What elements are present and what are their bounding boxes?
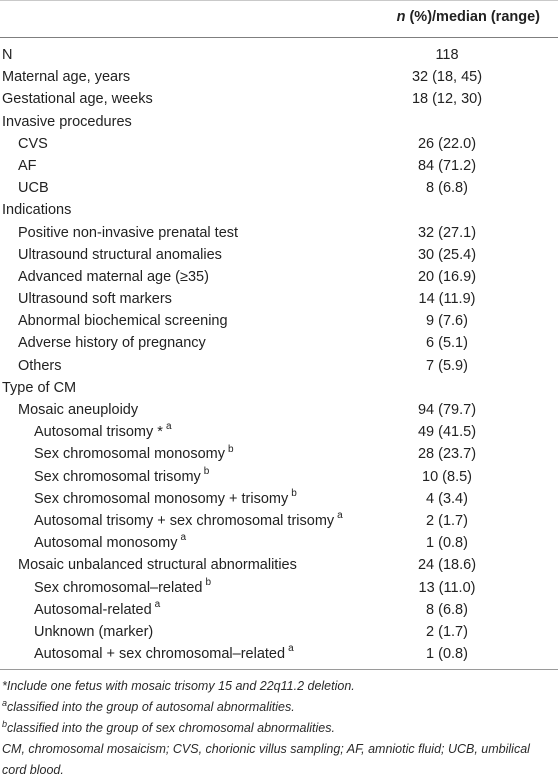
footnote (2, 676, 556, 697)
footnote-superscript: a (2, 698, 8, 709)
row-value-text: 118 (435, 47, 459, 63)
row-label (18, 244, 222, 266)
row-label-superscript: b (205, 576, 212, 588)
row-label-text: Abnormal biochemical screening (18, 313, 228, 330)
row-value-text: 2 (1.7) (426, 512, 468, 529)
table-row (0, 332, 558, 354)
table-row (0, 222, 558, 244)
row-label-text: Others (18, 357, 62, 374)
row-label-text: AF (18, 157, 37, 174)
table-row (0, 44, 558, 66)
table-row (0, 399, 558, 421)
row-value-text: 1 (0.8) (426, 646, 468, 663)
column-header-n: n (396, 9, 406, 25)
row-value-text: 10 (8.5) (422, 468, 472, 485)
table-row (0, 310, 558, 332)
row-label (34, 621, 153, 643)
row-label-text: Advanced maternal age (≥35) (18, 268, 209, 285)
row-value-text: 32 (18, 45) (411, 69, 483, 86)
table-row (0, 443, 558, 465)
row-label-text: Autosomal-related (34, 601, 152, 618)
row-value-text: 14 (11.9) (418, 291, 476, 308)
row-label-text: Ultrasound structural anomalies (18, 246, 222, 263)
table-row (0, 599, 558, 621)
row-label-superscript: b (228, 443, 234, 455)
row-value-text: 49 (41.5) (417, 424, 477, 441)
row-value-text: 20 (16.9) (417, 268, 477, 285)
row-value-text: 9 (7.6) (426, 313, 468, 330)
row-label-text: Sex chromosomal trisomy (34, 468, 201, 485)
row-label (2, 88, 153, 110)
row-label-text: Sex chromosomal monosomy + trisomy (34, 490, 289, 507)
row-label-text: Gestational age, weeks (2, 91, 153, 108)
row-label-text: Autosomal trisomy * (34, 424, 163, 441)
row-label (34, 421, 172, 443)
table-row (0, 466, 558, 488)
row-label (34, 466, 209, 488)
footnote-text: CM, chromosomal mosaicism; CVS, chorionic villus sampling; AF, amniotic fluid; UCB, umbilical cord blood. (2, 742, 530, 778)
table-row (0, 510, 558, 532)
row-label-text: Type of CM (2, 379, 77, 396)
row-label (18, 266, 209, 288)
footnote-text: classified into the group of sex chromosomal abnormalities. (7, 721, 335, 736)
row-value-text: 94 (79.7) (417, 402, 477, 418)
row-label (18, 332, 206, 354)
row-label (2, 44, 12, 66)
column-header-rest: (%)/median (range) (405, 9, 540, 25)
table-row (0, 66, 558, 88)
row-label (18, 133, 48, 155)
row-value-text: 4 (3.4) (426, 490, 468, 507)
row-value-text: 1 (0.8) (426, 535, 468, 552)
row-label (18, 177, 49, 199)
row-label-superscript: a (165, 421, 172, 433)
row-label (18, 288, 172, 310)
row-value-text: 28 (23.7) (417, 446, 477, 463)
row-label-text: N (2, 47, 13, 63)
row-label (2, 111, 132, 133)
row-label-text: Unknown (marker) (34, 623, 154, 640)
table-row (0, 177, 558, 199)
table-row (0, 244, 558, 266)
table-row (0, 554, 558, 576)
row-label-superscript: b (203, 465, 210, 477)
table-row (0, 266, 558, 288)
row-value-text: 30 (25.4) (417, 246, 477, 263)
row-label (34, 510, 343, 532)
row-label-text: Indications (2, 202, 72, 219)
table-row (0, 577, 558, 599)
row-label-superscript: a (288, 643, 294, 655)
column-header-value (397, 9, 540, 25)
row-label-superscript: a (180, 532, 187, 544)
row-label-text: Autosomal + sex chromosomal–related (34, 646, 286, 663)
table-row (0, 621, 558, 643)
row-label-superscript: a (154, 598, 161, 610)
footnote (2, 718, 556, 739)
footnote-superscript: b (2, 719, 8, 730)
row-value-text: 2 (1.7) (426, 623, 468, 640)
row-value-text: 8 (6.8) (426, 601, 468, 618)
row-value-text: 13 (11.0) (418, 579, 476, 596)
table-row (0, 88, 558, 110)
row-label-text: Autosomal monosomy (34, 535, 178, 552)
table-footnotes (0, 670, 558, 781)
row-value-text: 8 (6.8) (426, 180, 468, 197)
row-label (2, 199, 71, 221)
row-label-text: Sex chromosomal monosomy (34, 446, 225, 463)
row-label-text: Ultrasound soft markers (18, 291, 172, 308)
row-label-text: Sex chromosomal–related (34, 579, 203, 596)
row-value-text: 7 (5.9) (426, 357, 468, 374)
row-label (34, 577, 211, 599)
table-row (0, 155, 558, 177)
table-row (0, 133, 558, 155)
row-label (2, 377, 76, 399)
row-value-text: 84 (71.2) (417, 157, 477, 174)
table-row (0, 355, 558, 377)
footnote-text: *Include one fetus with mosaic trisomy 15 and 22q11.2 deletion. (2, 679, 355, 694)
row-value-text: 32 (27.1) (417, 224, 477, 241)
table-row (0, 111, 558, 133)
row-value-text: 26 (22.0) (417, 135, 477, 152)
row-label-text: UCB (18, 180, 49, 197)
row-label (34, 488, 297, 510)
row-label (18, 399, 138, 421)
row-label (2, 66, 130, 88)
row-label-text: Invasive procedures (2, 113, 132, 130)
row-label-text: Mosaic aneuploidy (18, 402, 139, 418)
footnote (2, 739, 556, 781)
row-label (34, 443, 234, 465)
footnote-text: classified into the group of autosomal abnormalities. (7, 700, 295, 715)
table-row (0, 488, 558, 510)
row-label-text: Autosomal trisomy + sex chromosomal trisomy (34, 512, 335, 529)
table-header (0, 0, 558, 38)
table-row (0, 421, 558, 443)
row-value-text: 6 (5.1) (426, 335, 468, 352)
row-label (18, 310, 228, 332)
row-label-superscript: a (337, 510, 343, 522)
row-label (34, 643, 294, 665)
row-value-text: 18 (12, 30) (411, 91, 483, 108)
table-body (0, 38, 558, 665)
table-row (0, 199, 558, 221)
row-label-text: Adverse history of pregnancy (18, 335, 206, 352)
table-row (0, 643, 558, 665)
row-value-text: 24 (18.6) (417, 557, 477, 574)
row-label (34, 599, 160, 621)
row-label-superscript: b (291, 487, 297, 499)
table-row (0, 532, 558, 554)
row-label (18, 222, 238, 244)
row-label-text: Positive non-invasive prenatal test (18, 224, 239, 241)
row-label-text: Mosaic unbalanced structural abnormalities (18, 557, 297, 574)
table-row (0, 288, 558, 310)
row-label (18, 155, 37, 177)
footnote (2, 697, 556, 718)
row-label-text: CVS (18, 135, 48, 152)
table-row (0, 377, 558, 399)
row-label (18, 554, 297, 576)
row-label-text: Maternal age, years (2, 69, 131, 86)
row-label (18, 355, 62, 377)
row-label (34, 532, 186, 554)
